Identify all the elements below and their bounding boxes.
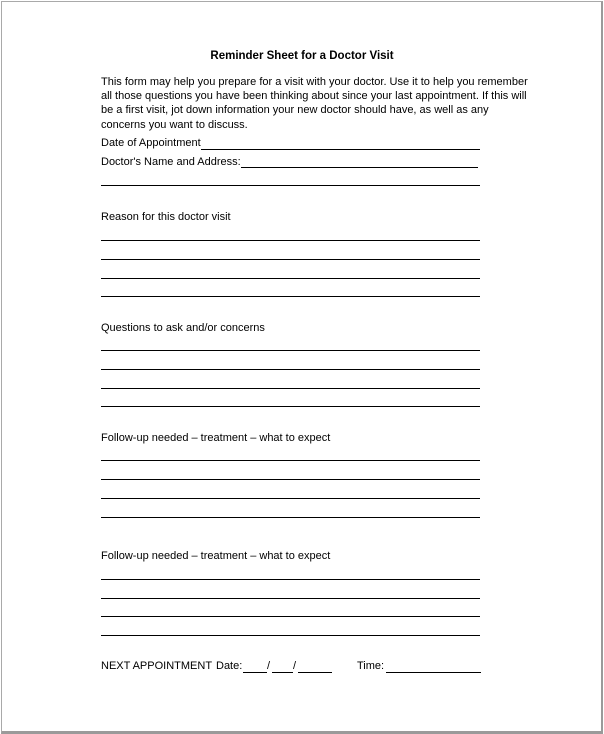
date-separator: / [267,660,271,672]
next-appointment-row [101,660,212,672]
date-month-blank[interactable] [243,672,267,673]
time-blank[interactable] [386,672,481,673]
date-of-appointment-label: Date of Appointment [101,137,201,149]
section-followup-2-line[interactable] [101,635,480,636]
section-followup-line[interactable] [101,479,480,480]
next-appointment-label: NEXT APPOINTMENT [101,660,213,672]
section-followup-label: Follow-up needed – treatment – what to expect [101,432,331,444]
section-questions-line[interactable] [101,369,480,370]
document-page [1,1,603,734]
date-of-appointment-line[interactable] [201,149,480,150]
section-questions-line[interactable] [101,406,480,407]
next-appointment-time-label: Time: [357,660,385,672]
document-title: Reminder Sheet for a Doctor Visit [210,50,394,62]
doctor-name-address-label: Doctor's Name and Address: [101,156,241,168]
intro-line: be a first visit, jot down information your new doctor should have, as well as any [101,104,489,117]
section-followup-2-line[interactable] [101,579,480,580]
section-reason-line[interactable] [101,296,480,297]
section-followup-2-label: Follow-up needed – treatment – what to expect [101,550,331,562]
section-followup-line[interactable] [101,460,480,461]
intro-line: concerns you want to discuss. [101,118,248,131]
doctor-address-line-2[interactable] [101,185,480,186]
date-day-blank[interactable] [272,672,293,673]
doctor-name-address-line[interactable] [241,167,478,168]
section-followup-2-line[interactable] [101,598,480,599]
section-questions-label: Questions to ask and/or concerns [101,322,265,334]
intro-paragraph [101,75,531,132]
section-reason-line[interactable] [101,240,480,241]
section-reason-label: Reason for this doctor visit [101,211,231,223]
section-reason-line[interactable] [101,278,480,279]
section-followup-2-line[interactable] [101,616,480,617]
section-questions-line[interactable] [101,350,480,351]
next-appointment-date-label: Date: [216,660,243,672]
date-year-blank[interactable] [298,672,332,673]
section-reason-line[interactable] [101,259,480,260]
section-followup-line[interactable] [101,517,480,518]
date-separator: / [293,660,297,672]
section-questions-line[interactable] [101,388,480,389]
section-followup-line[interactable] [101,498,480,499]
intro-line: This form may help you prepare for a visit with your doctor. Use it to help you remember [101,76,528,88]
intro-line: all those questions you have been thinking about since your last appointment. If this will [101,90,527,103]
